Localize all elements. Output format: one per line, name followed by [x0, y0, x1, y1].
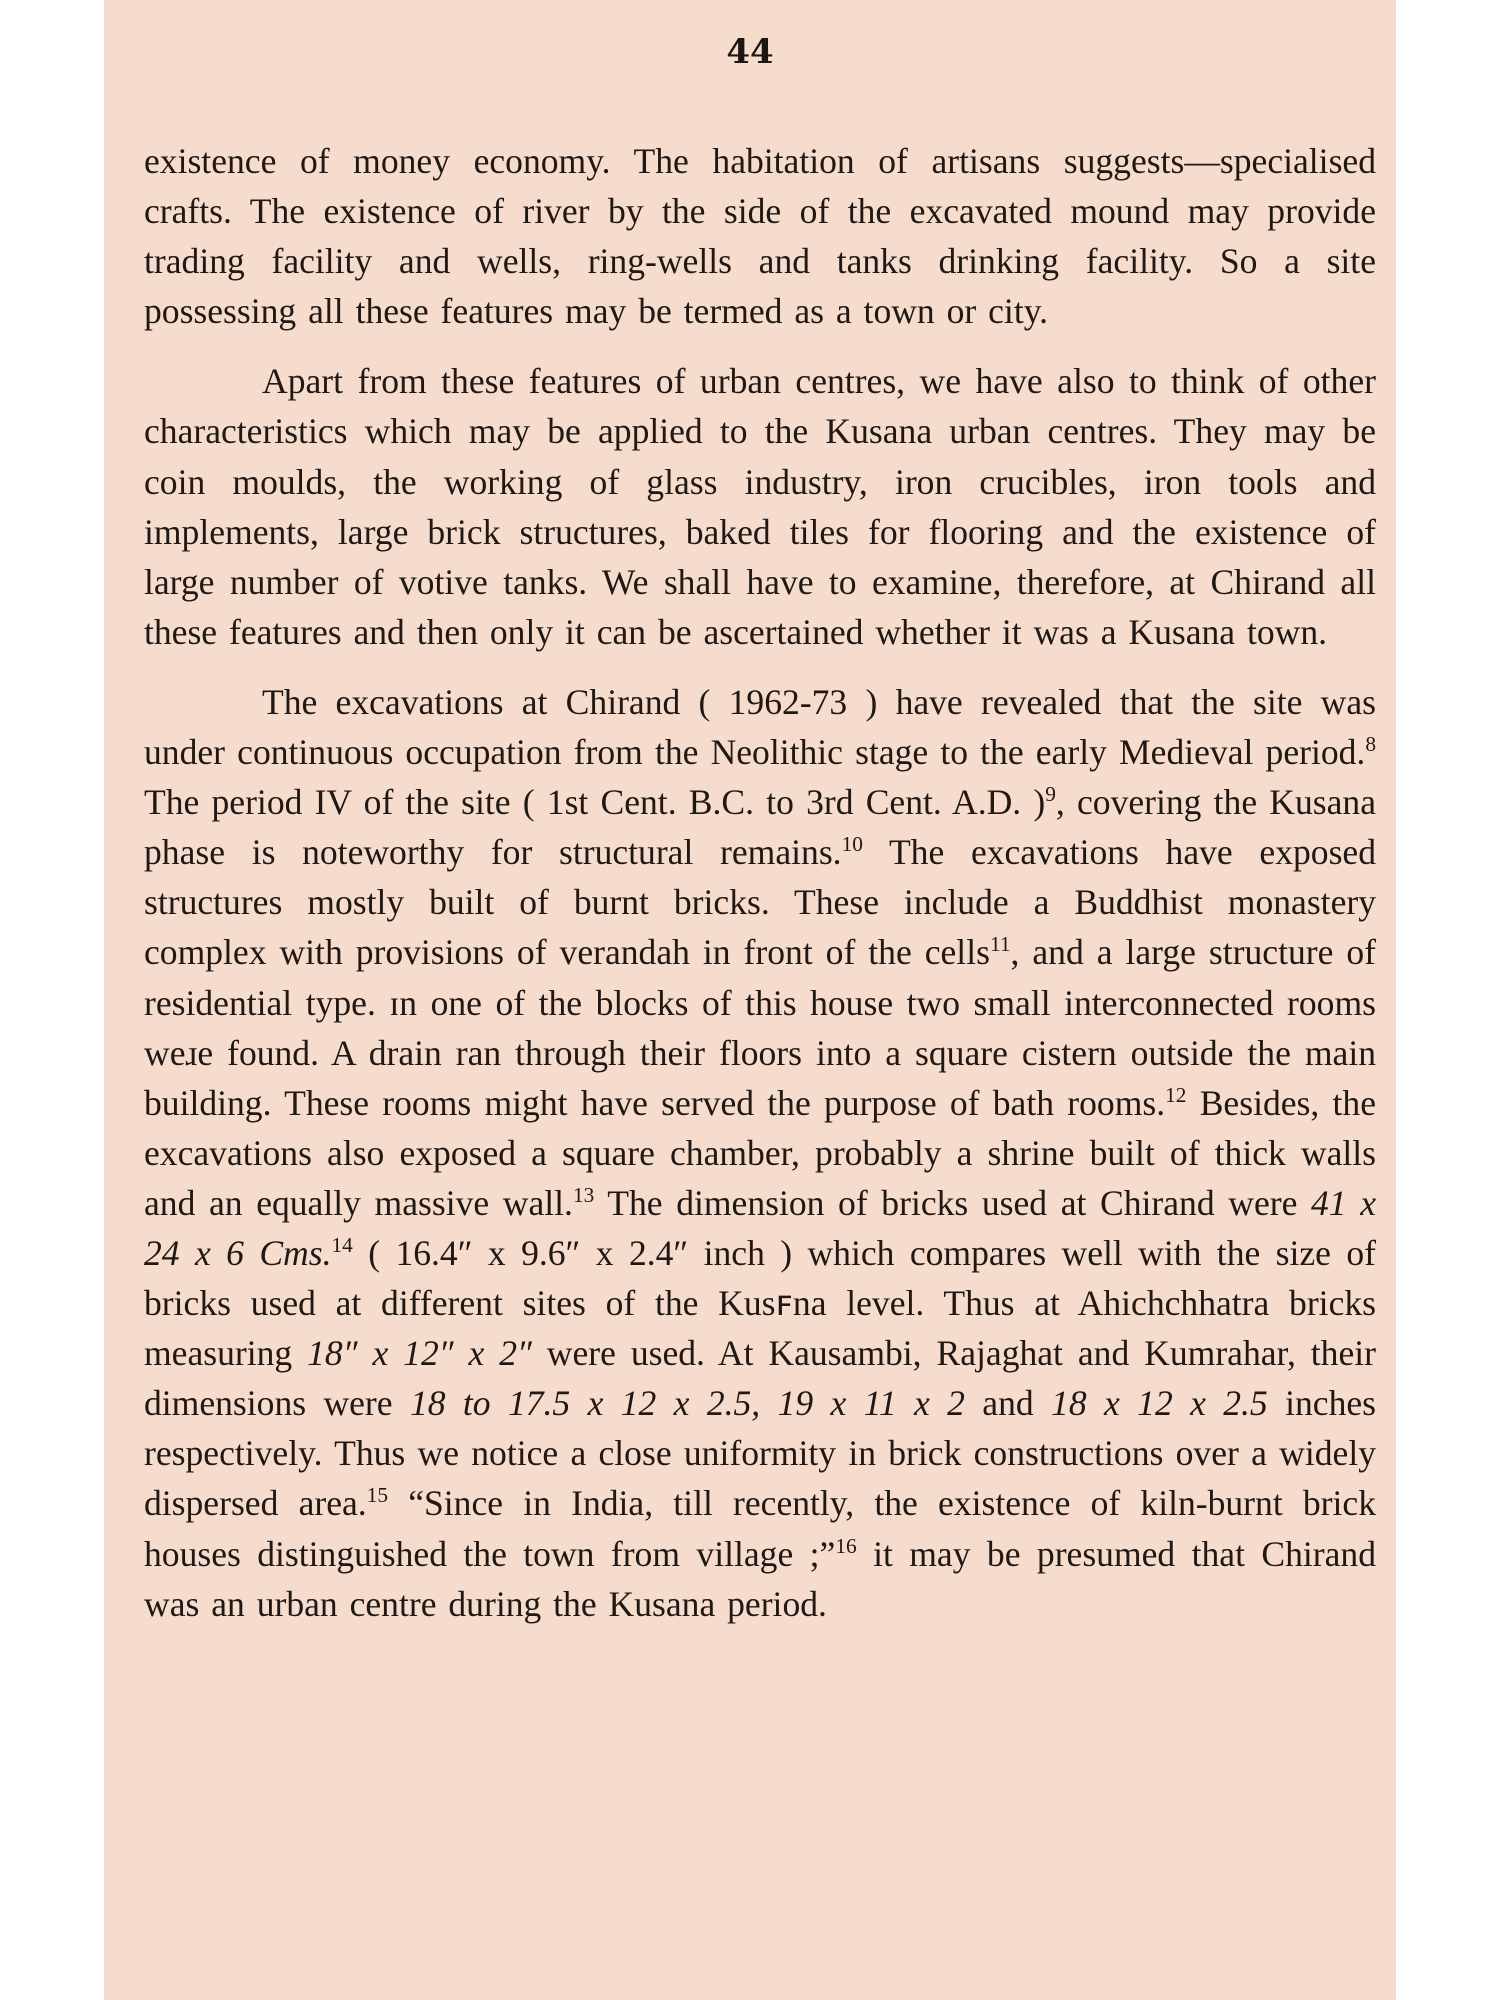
text-span: were used. At Kausambi, Rajaghat and Kumrahar, their dimensions were — [144, 1333, 1376, 1424]
text-span: it may be presumed that Chirand was an urban centre during the Kusana period. — [144, 1533, 1377, 1624]
brick-dimension-ahichchhatra: 18″ x 12″ x 2″ — [307, 1333, 532, 1374]
footnote-ref-10: 10 — [841, 832, 863, 857]
paragraph-1: existence of money economy. The habitation of artisans suggests—specialised crafts. The existence of river by the side of the excavated mound may provide trading facility and wells, ring-wells and tanks drinking facility. So a site possessing all these features may be termed as a town or city. — [144, 141, 1376, 332]
brick-dimension-kausambi: 18 to 17.5 x 12 x 2.5, — [409, 1383, 761, 1424]
paragraph-2: Apart from these features of urban centres, we have also to think of other characteristics which may be applied to the Kusana urban centres. They may be coin moulds, the working of glass industry, iron crucibles, iron tools and implements, large brick structures, baked tiles for flooring and the existence of large number of votive tanks. We shall have to examine, therefore, at Chirand all these features and then only it can be ascertained whether it was a Kusana town. — [144, 361, 1376, 652]
text-span: , and a large structure of residential type. ɪn one of the blocks of this house two small interconnected rooms weɹe found. A drain ran through their floors into a square cistern outside the main building. These rooms might have served the purpose of bath rooms. — [144, 932, 1376, 1123]
footnote-ref-13: 13 — [572, 1183, 595, 1208]
text-span: The dimension of bricks used at Chirand were — [594, 1182, 1311, 1223]
text-span: The period IV of the site ( 1st Cent. B.C. to 3rd Cent. A.D. ) — [144, 782, 1046, 823]
text-span: , covering the Kusana phase is noteworthy for structural remains. — [144, 782, 1377, 873]
brick-dimension-chirand: 41 x 24 x 6 Cms. — [144, 1182, 1376, 1273]
body-text — [144, 136, 1376, 1649]
text-span: and — [964, 1383, 1052, 1424]
footnote-ref-16: 16 — [835, 1533, 857, 1558]
text-span: ( 16.4″ x 9.6″ x 2.4″ inch ) which compares well with the size of bricks used at different sites of the Kusꜰna level. Thus at Ahichchhatra bricks measuring — [144, 1232, 1376, 1374]
footnote-ref-9: 9 — [1045, 782, 1056, 807]
page-number: 44 — [726, 32, 774, 72]
text-span: inches respectively. Thus we notice a close uniformity in brick constructions over a widely dispersed area. — [144, 1383, 1376, 1524]
brick-dimension-kumrahar: 18 x 12 x 2.5 — [1051, 1383, 1268, 1424]
footnote-ref-8: 8 — [1365, 732, 1376, 757]
footnote-ref-12: 12 — [1165, 1082, 1187, 1107]
footnote-ref-11: 11 — [989, 932, 1011, 957]
text-span: The excavations at Chirand ( 1962-73 ) have revealed that the site was under continuous occupation from the Neolithic stage to the early Medieval period. — [144, 681, 1376, 773]
brick-dimension-rajaghat: 19 x 11 x 2 — [777, 1383, 965, 1424]
text-span: The excavations have exposed structures mostly built of burnt bricks. These include a Buddhist monastery complex with provisions of verandah in front of the cells — [144, 832, 1376, 973]
footnote-ref-15: 15 — [366, 1483, 389, 1508]
text-span — [760, 1383, 777, 1423]
book-page — [104, 0, 1396, 2000]
footnote-ref-14: 14 — [331, 1233, 353, 1258]
text-span: Besides, the excavations also exposed a square chamber, probably a shrine built of thick walls and an equally massive wall. — [144, 1082, 1376, 1223]
paragraph-3 — [144, 677, 1376, 1629]
text-span: “Since in India, till recently, the existence of kiln-burnt brick houses distinguished the town from village ;” — [144, 1483, 1376, 1574]
